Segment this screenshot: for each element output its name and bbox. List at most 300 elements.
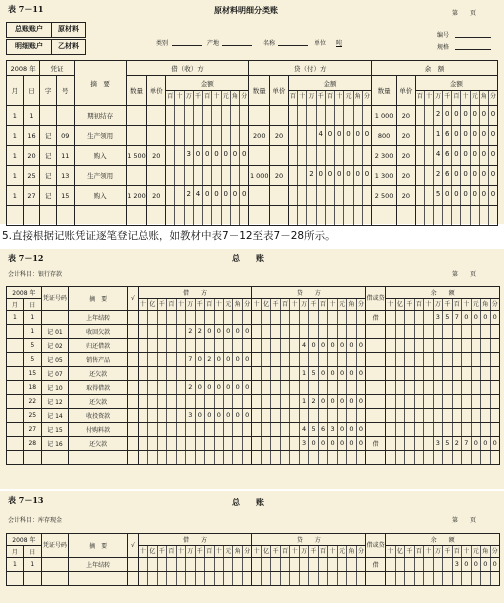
digit-head: 百 <box>452 299 461 310</box>
amount-digit <box>362 186 371 205</box>
digit-head: 元 <box>343 91 352 105</box>
table-cell <box>126 206 147 226</box>
voucher-header: 凭证 <box>40 61 74 76</box>
table-cell <box>397 206 416 226</box>
digit-head: 百 <box>167 93 174 100</box>
amount-digit <box>424 146 433 165</box>
amount-digit <box>490 367 499 380</box>
amount-digit: 0 <box>356 339 365 352</box>
digit-head: 千 <box>404 299 413 310</box>
amount-cell <box>386 395 500 409</box>
origin-line <box>222 45 252 46</box>
table-cell: 1 <box>7 146 24 166</box>
year-header: 2008 年 <box>7 61 40 76</box>
amount-digit <box>490 451 499 464</box>
amount-cell <box>288 166 371 186</box>
table-cell: 购入 <box>74 186 126 206</box>
amount-cell <box>138 353 252 367</box>
amount-digit <box>230 106 239 125</box>
amount-digit: 0 <box>211 186 220 205</box>
amount-digit <box>139 367 147 380</box>
amount-digit <box>404 409 413 422</box>
digit-head: 角 <box>230 91 239 105</box>
table-cell: 13 <box>56 166 74 186</box>
amount-digit <box>174 106 183 125</box>
amount-cell <box>288 106 371 126</box>
amount-digit: 4 <box>299 423 308 436</box>
amount-digit <box>318 558 327 571</box>
amount-digit <box>404 437 413 450</box>
amount-digit <box>395 339 404 352</box>
amount-digit <box>337 325 346 338</box>
amount-digit <box>166 409 175 422</box>
digit-head: 万 <box>299 299 308 310</box>
table-cell: 借 <box>366 558 386 572</box>
amount-digit <box>174 186 183 205</box>
amount-digit: 0 <box>223 409 232 422</box>
amount-digit <box>356 558 365 571</box>
amount-digit <box>195 572 204 585</box>
amount-digit <box>195 437 204 450</box>
table-cell <box>69 572 128 586</box>
amount-digit <box>214 339 223 352</box>
debit-digit-heads <box>138 299 252 311</box>
amount-digit: 2 <box>185 325 194 338</box>
table-label: 表 7－12 <box>8 253 44 263</box>
amount-digit <box>318 311 327 324</box>
amount-cell <box>386 423 500 437</box>
cash-ledger-table <box>6 533 500 586</box>
digit-head: 十 <box>253 301 260 308</box>
amount-digit <box>289 353 298 366</box>
number-line <box>455 37 491 38</box>
amount-digit <box>433 206 442 225</box>
amount-digit <box>252 437 260 450</box>
table-cell <box>366 572 386 586</box>
table-cell <box>69 451 128 465</box>
amount-digit <box>176 572 185 585</box>
amount-digit <box>270 558 279 571</box>
amount-digit: 0 <box>460 166 469 185</box>
table-cell: 20 <box>147 186 166 206</box>
table-cell <box>23 451 41 465</box>
table-label: 表 7－13 <box>8 495 44 505</box>
digit-head: 万 <box>433 546 442 557</box>
amount-digit <box>232 367 241 380</box>
amount-digit <box>386 423 394 436</box>
amount-cell <box>415 166 497 186</box>
digit-head: 十 <box>176 299 185 310</box>
amount-digit <box>166 186 174 205</box>
amount-digit: 2 <box>195 325 204 338</box>
amount-digit: 0 <box>239 186 248 205</box>
amount-digit <box>346 353 355 366</box>
amount-digit <box>289 367 298 380</box>
amount-digit <box>356 381 365 394</box>
amount-digit <box>157 353 166 366</box>
amount-digit <box>442 206 451 225</box>
amount-digit <box>414 437 423 450</box>
amount-digit <box>232 311 241 324</box>
amount-digit <box>490 381 499 394</box>
amount-digit <box>471 572 480 585</box>
amount-digit <box>147 423 156 436</box>
amount-digit <box>433 423 442 436</box>
amount-digit <box>221 206 230 225</box>
amount-digit <box>242 367 251 380</box>
amount-digit <box>280 558 289 571</box>
amount-digit <box>176 325 185 338</box>
amount-digit: 2 <box>306 166 315 185</box>
balance-digit-heads <box>386 546 500 558</box>
amount-digit <box>252 558 260 571</box>
table-cell <box>7 437 24 451</box>
amount-digit <box>214 437 223 450</box>
table-cell: 15 <box>56 186 74 206</box>
amount-digit <box>280 381 289 394</box>
table-row <box>7 409 500 423</box>
amount-digit: 0 <box>470 126 479 145</box>
amount-digit <box>306 126 315 145</box>
amount-digit <box>221 106 230 125</box>
table-row <box>7 558 500 572</box>
amount-digit: 0 <box>343 166 352 185</box>
amount-digit <box>280 451 289 464</box>
amount-digit <box>174 146 183 165</box>
table-cell <box>128 381 139 395</box>
amount-digit <box>280 367 289 380</box>
amount-digit <box>404 451 413 464</box>
amount-digit: 3 <box>299 437 308 450</box>
amount-digit <box>299 353 308 366</box>
amount-cell <box>386 311 500 325</box>
amount-digit <box>166 367 175 380</box>
digit-head: 千 <box>157 299 166 310</box>
amount-digit <box>299 311 308 324</box>
amount-digit <box>299 409 308 422</box>
table-cell: 200 <box>249 126 270 146</box>
debit-header: 借 方 <box>138 534 252 546</box>
balance-price-header: 单价 <box>397 76 416 106</box>
amount-digit: 0 <box>214 381 223 394</box>
amount-digit: 0 <box>451 186 460 205</box>
digit-head: 角 <box>346 299 355 310</box>
table-cell: 09 <box>56 126 74 146</box>
amount-digit <box>289 106 297 125</box>
amount-digit <box>232 451 241 464</box>
table-cell <box>23 206 40 226</box>
amount-digit <box>139 451 147 464</box>
number-label: 编号 <box>437 32 450 39</box>
amount-digit: 0 <box>242 409 251 422</box>
amount-digit: 0 <box>337 339 346 352</box>
table-cell: 1 <box>23 325 41 339</box>
amount-digit <box>239 126 248 145</box>
amount-digit <box>362 146 371 165</box>
amount-digit <box>433 395 442 408</box>
amount-digit <box>223 423 232 436</box>
table-cell: 1 <box>7 186 24 206</box>
amount-digit <box>239 166 248 185</box>
credit-header: 贷 方 <box>252 534 366 546</box>
amount-digit <box>327 353 336 366</box>
digit-head: 分 <box>242 546 251 557</box>
amount-digit <box>230 126 239 145</box>
amount-digit <box>327 558 336 571</box>
amount-digit <box>195 395 204 408</box>
debit-price-header: 单价 <box>147 76 166 106</box>
amount-digit <box>185 572 194 585</box>
amount-digit <box>480 572 489 585</box>
table-cell: 2 500 <box>372 186 397 206</box>
amount-digit <box>280 395 289 408</box>
amount-digit <box>204 311 213 324</box>
direction-header: 借或贷 <box>366 287 386 311</box>
amount-digit <box>166 311 175 324</box>
amount-digit <box>252 381 260 394</box>
table-cell: 22 <box>23 395 41 409</box>
amount-digit <box>414 558 423 571</box>
table-row <box>7 311 500 325</box>
amount-digit <box>252 451 260 464</box>
year-header: 2008 年 <box>7 287 42 299</box>
amount-digit <box>147 437 156 450</box>
amount-digit: 0 <box>195 353 204 366</box>
digit-head: 十 <box>327 299 336 310</box>
amount-digit <box>166 437 175 450</box>
cash-ledger-panel <box>0 491 504 603</box>
amount-digit <box>461 381 470 394</box>
amount-digit: 2 <box>433 166 442 185</box>
table-cell <box>270 206 289 226</box>
unit-label: 单位 <box>314 40 327 47</box>
category-line <box>172 45 202 46</box>
digit-head: 亿 <box>147 546 156 557</box>
amount-digit <box>261 437 270 450</box>
amount-digit <box>202 106 211 125</box>
amount-digit <box>416 166 424 185</box>
amount-digit <box>252 395 260 408</box>
amount-digit <box>299 325 308 338</box>
amount-digit <box>252 325 260 338</box>
digit-head: 十 <box>461 546 470 557</box>
amount-cell <box>386 325 500 339</box>
amount-digit <box>204 572 213 585</box>
amount-digit <box>261 395 270 408</box>
zi-header: 字 <box>40 76 57 106</box>
table-cell <box>40 206 57 226</box>
amount-digit <box>204 339 213 352</box>
amount-digit <box>214 395 223 408</box>
table-row <box>7 451 500 465</box>
amount-cell <box>252 409 366 423</box>
amount-digit <box>343 186 352 205</box>
amount-digit: 0 <box>239 146 248 165</box>
amount-digit: 0 <box>193 146 202 165</box>
amount-digit: 6 <box>318 423 327 436</box>
amount-digit: 0 <box>346 437 355 450</box>
amount-digit: 1 <box>299 367 308 380</box>
amount-cell <box>138 311 252 325</box>
amount-digit <box>166 206 174 225</box>
table-cell <box>7 325 24 339</box>
amount-digit <box>195 558 204 571</box>
amount-digit <box>195 311 204 324</box>
amount-digit: 0 <box>337 423 346 436</box>
instruction-note: 5.直接根据记账凭证逐笔登记总账，如教材中表7－12至表7－28所示。 <box>2 230 336 242</box>
amount-cell <box>138 423 252 437</box>
amount-digit <box>157 311 166 324</box>
amount-digit <box>470 206 479 225</box>
amount-digit: 0 <box>490 437 499 450</box>
amount-digit <box>193 126 202 145</box>
amount-digit <box>325 106 334 125</box>
digit-head: 元 <box>470 91 479 105</box>
amount-cell <box>386 367 500 381</box>
amount-digit <box>242 339 251 352</box>
amount-digit <box>433 353 442 366</box>
table-cell <box>128 437 139 451</box>
amount-digit <box>184 166 193 185</box>
amount-digit <box>308 409 317 422</box>
amount-digit: 0 <box>242 353 251 366</box>
table-cell: 记 02 <box>41 339 68 353</box>
digit-head: 角 <box>232 546 241 557</box>
amount-digit <box>442 409 451 422</box>
amount-digit <box>480 339 489 352</box>
amount-digit <box>184 126 193 145</box>
amount-digit <box>318 353 327 366</box>
amount-digit <box>395 311 404 324</box>
amount-digit <box>461 451 470 464</box>
amount-digit <box>270 381 279 394</box>
amount-digit <box>433 558 442 571</box>
amount-digit <box>395 381 404 394</box>
amount-digit: 5 <box>442 437 451 450</box>
amount-digit <box>395 572 404 585</box>
amount-digit: 0 <box>223 325 232 338</box>
amount-digit: 0 <box>232 381 241 394</box>
amount-digit <box>327 311 336 324</box>
amount-digit <box>157 325 166 338</box>
table-cell <box>126 106 147 126</box>
amount-digit: 0 <box>479 166 488 185</box>
table-cell: 归还借款 <box>69 339 128 353</box>
amount-cell <box>138 451 252 465</box>
amount-digit <box>299 451 308 464</box>
table-cell <box>366 353 386 367</box>
amount-digit <box>442 423 451 436</box>
amount-digit <box>433 572 442 585</box>
amount-digit <box>480 325 489 338</box>
amount-cell <box>166 146 249 166</box>
table-cell <box>41 558 68 572</box>
amount-digit: 0 <box>353 126 362 145</box>
table-cell <box>56 106 74 126</box>
table-cell: 1 500 <box>126 146 147 166</box>
table-cell <box>56 206 74 226</box>
credit-amount-header: 金额 <box>288 76 371 91</box>
amount-digit <box>232 395 241 408</box>
table-cell <box>128 409 139 423</box>
table-cell: 1 200 <box>126 186 147 206</box>
amount-digit <box>356 572 365 585</box>
table-cell <box>7 409 24 423</box>
table-row <box>7 353 500 367</box>
amount-digit <box>386 409 394 422</box>
amount-digit: 6 <box>442 126 451 145</box>
credit-qty-header: 数量 <box>249 76 270 106</box>
amount-digit <box>395 325 404 338</box>
summary-header: 摘 要 <box>74 61 126 106</box>
amount-digit <box>461 409 470 422</box>
amount-digit <box>452 572 461 585</box>
table-cell: 1 <box>23 311 41 325</box>
amount-digit: 0 <box>337 395 346 408</box>
amount-digit <box>270 311 279 324</box>
amount-digit <box>346 325 355 338</box>
amount-digit <box>176 353 185 366</box>
amount-digit <box>176 423 185 436</box>
amount-digit <box>414 409 423 422</box>
amount-digit <box>223 395 232 408</box>
amount-digit <box>433 367 442 380</box>
amount-digit: 0 <box>316 166 325 185</box>
amount-digit <box>325 146 334 165</box>
detail-account-value: 乙材料 <box>51 39 86 55</box>
amount-digit <box>157 395 166 408</box>
amount-digit: 5 <box>308 367 317 380</box>
amount-digit <box>343 106 352 125</box>
amount-digit: 0 <box>460 146 469 165</box>
table-cell <box>7 572 24 586</box>
amount-digit <box>261 409 270 422</box>
amount-digit <box>442 325 451 338</box>
amount-digit <box>157 339 166 352</box>
amount-digit <box>147 353 156 366</box>
table-cell: 20 <box>270 126 289 146</box>
amount-digit <box>306 146 315 165</box>
amount-digit: 0 <box>337 367 346 380</box>
table-row <box>7 325 500 339</box>
amount-cell <box>415 146 497 166</box>
amount-digit <box>232 423 241 436</box>
amount-digit <box>204 367 213 380</box>
table-row <box>7 166 498 186</box>
digit-head: 亿 <box>395 299 404 310</box>
amount-digit <box>306 186 315 205</box>
amount-cell <box>166 166 249 186</box>
digit-head: 千 <box>442 91 451 105</box>
amount-digit <box>157 558 166 571</box>
digit-head: 百 <box>318 546 327 557</box>
table-cell: 1 <box>7 558 24 572</box>
amount-digit <box>423 381 432 394</box>
amount-digit <box>176 367 185 380</box>
amount-digit: 2 <box>308 395 317 408</box>
table-cell: 还欠款 <box>69 437 128 451</box>
amount-digit <box>147 311 156 324</box>
table-cell <box>74 206 126 226</box>
amount-digit <box>289 381 298 394</box>
digit-head: 分 <box>242 299 251 310</box>
amount-digit <box>416 106 424 125</box>
amount-digit: 0 <box>442 106 451 125</box>
amount-digit <box>147 367 156 380</box>
table-cell <box>7 353 24 367</box>
amount-digit: 5 <box>442 311 451 324</box>
digit-head: 十 <box>289 546 298 557</box>
